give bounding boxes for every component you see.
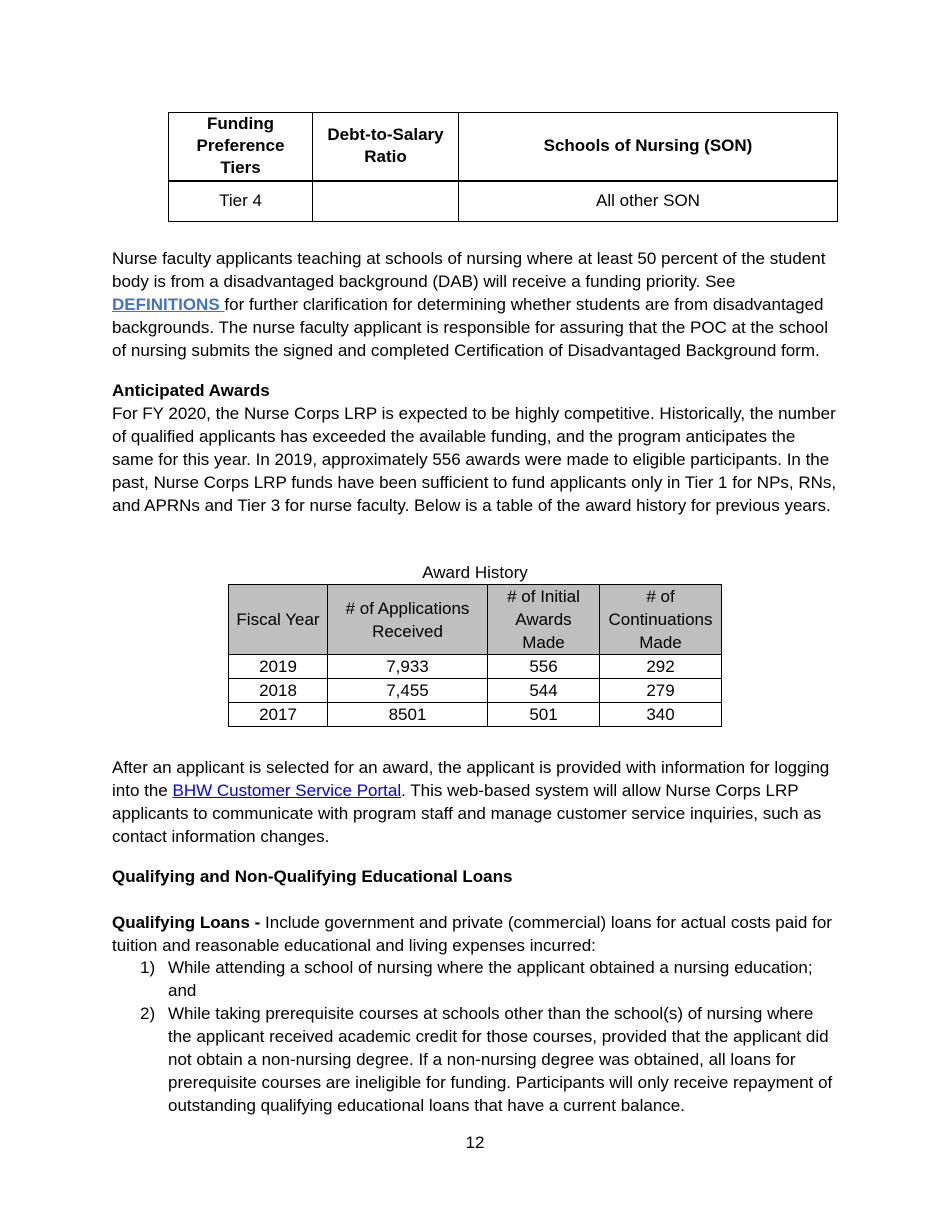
bhw-portal-link[interactable]: BHW Customer Service Portal [172, 781, 402, 800]
portal-text-part2: . This web-based system will allow Nurse Corps LRP applicants to communicate with program staff and manage customer service inquiries, such as contact information changes. [112, 781, 822, 846]
initial-awards-cell: 556 [488, 655, 600, 679]
fiscal-year-cell: 2018 [229, 679, 328, 703]
fiscal-year-cell: 2017 [229, 703, 328, 727]
award-header-applications: # of Applications Received [328, 585, 488, 655]
qualifying-loans-paragraph [112, 911, 840, 957]
page-number: 12 [465, 1133, 485, 1152]
qualifying-loans-text: Include government and private (commercial) loans for actual costs paid for tuition and reasonable educational and living expenses incurred: [112, 913, 832, 955]
fiscal-year-cell: 2019 [229, 655, 328, 679]
funding-tier-table [168, 112, 838, 222]
list-item-text: While attending a school of nursing where the applicant obtained a nursing education; and [168, 958, 813, 1000]
dab-text-part1: Nurse faculty applicants teaching at schools of nursing where at least 50 percent of the student body is from a disadvantaged background (DAB) will receive a funding priority. See [112, 249, 826, 291]
applications-cell: 8501 [328, 703, 488, 727]
anticipated-awards-body: For FY 2020, the Nurse Corps LRP is expected to be highly competitive. Historically, the number of qualified applicants has exceeded the available funding, and the program anticipates the same for this year. In 2019, approximately 556 awards were made to eligible participants. In the past, Nurse Corps LRP funds have been sufficient to fund applicants only in Tier 1 for NPs, RNs, and APRNs and Tier 3 for nurse faculty. Below is a table of the award history for previous years. [112, 404, 837, 515]
tier-header-debt-ratio: Debt-to-Salary Ratio [313, 113, 459, 181]
award-history-caption: Award History [422, 563, 528, 582]
award-header-initial-awards: # of Initial Awards Made [488, 585, 600, 655]
table-row [229, 679, 722, 703]
qualifying-loans-label: Qualifying Loans - [112, 913, 266, 932]
loans-heading: Qualifying and Non-Qualifying Educational Loans [112, 867, 513, 886]
award-header-fiscal-year: Fiscal Year [229, 585, 328, 655]
table-row [229, 703, 722, 727]
anticipated-awards-heading: Anticipated Awards [112, 381, 270, 400]
award-table-header-row [229, 585, 722, 655]
continuations-cell: 340 [600, 703, 722, 727]
portal-text-part1: After an applicant is selected for an award, the applicant is provided with information for logging into the [112, 758, 830, 800]
continuations-cell: 292 [600, 655, 722, 679]
tier-cell: Tier 4 [169, 181, 313, 222]
initial-awards-cell: 501 [488, 703, 600, 727]
qualifying-loans-list [112, 956, 840, 1117]
tier-table-row [169, 181, 838, 222]
dab-text-part2: for further clarification for determining whether students are from disadvantaged backgrounds. The nurse faculty applicant is responsible for assuring that the POC at the school of nursing submits the signed and completed Certification of Disadvantaged Background form. [112, 295, 828, 360]
list-item [112, 1002, 840, 1117]
tier-header-funding-preference: Funding Preference Tiers [169, 113, 313, 181]
list-item-number: 1) [140, 958, 156, 977]
list-item-text: While taking prerequisite courses at schools other than the school(s) of nursing where the applicant received academic credit for those courses, provided that the applicant did not obtain a non-nursing degree. If a non-nursing degree was obtained, all loans for prerequisite courses are ineligible for funding. Participants will only receive repayment of outstanding qualifying educational loans that have a current balance. [168, 1004, 833, 1115]
portal-paragraph [112, 756, 840, 848]
list-item [112, 956, 840, 1002]
dab-paragraph [112, 247, 840, 362]
debt-ratio-cell [313, 181, 459, 222]
award-history-table [228, 584, 722, 727]
applications-cell: 7,455 [328, 679, 488, 703]
tier-table-header-row [169, 113, 838, 181]
table-row [229, 655, 722, 679]
continuations-cell: 279 [600, 679, 722, 703]
applications-cell: 7,933 [328, 655, 488, 679]
tier-header-schools: Schools of Nursing (SON) [459, 113, 838, 181]
schools-cell: All other SON [459, 181, 838, 222]
award-header-continuations: # of Continuations Made [600, 585, 722, 655]
list-item-number: 2) [140, 1004, 156, 1023]
definitions-link[interactable]: DEFINITIONS [112, 295, 225, 314]
initial-awards-cell: 544 [488, 679, 600, 703]
